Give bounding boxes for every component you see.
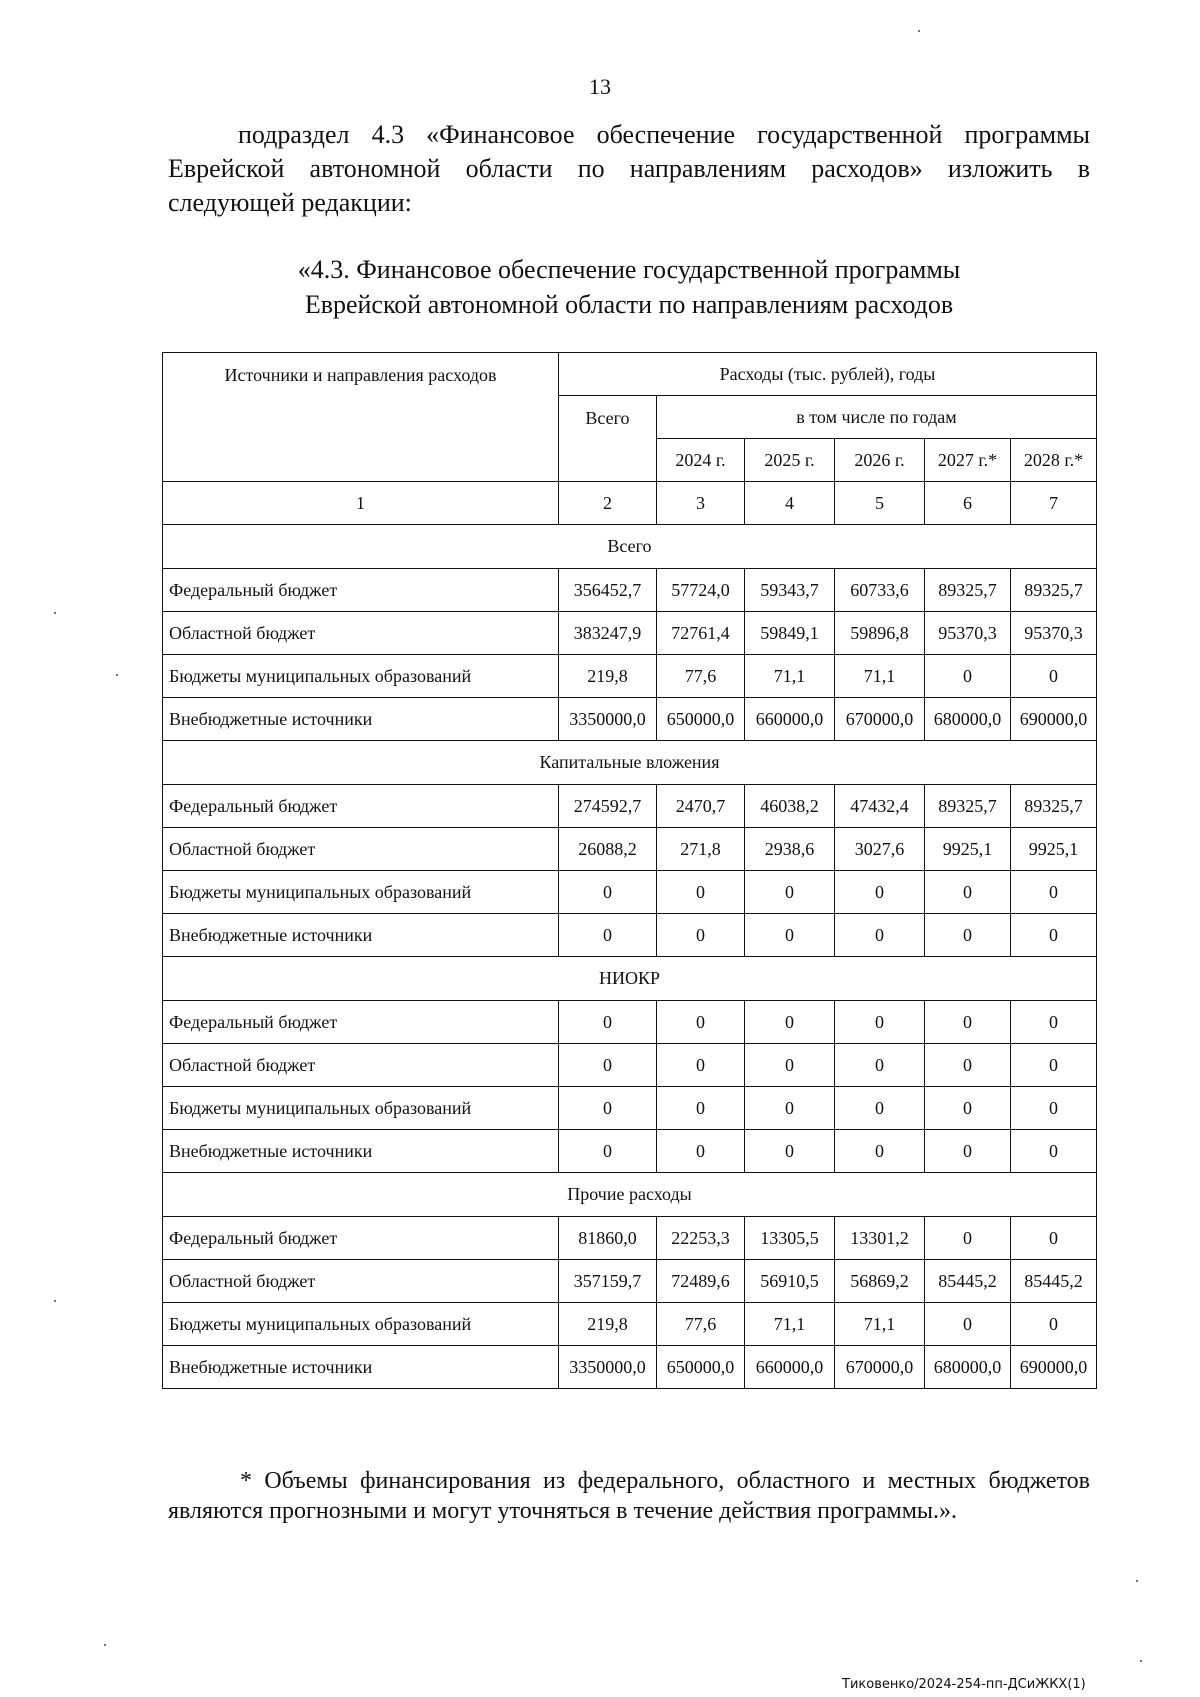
table-cell: 0 [745, 1087, 835, 1130]
intro-paragraph [168, 118, 1090, 220]
table-cell: 0 [657, 1044, 745, 1087]
column-number: 6 [925, 482, 1011, 525]
table-cell: 47432,4 [835, 785, 925, 828]
row-label: Федеральный бюджет [163, 1217, 559, 1260]
table-row [163, 1346, 1097, 1389]
table-cell: 95370,3 [1011, 612, 1097, 655]
scan-speck [54, 1300, 56, 1302]
table-cell: 9925,1 [1011, 828, 1097, 871]
table-cell: 3350000,0 [559, 1346, 657, 1389]
table-cell: 0 [925, 1217, 1011, 1260]
table-row [163, 1217, 1097, 1260]
table-cell: 0 [559, 1001, 657, 1044]
section-title: Прочие расходы [163, 1173, 1097, 1217]
table-cell: 0 [657, 1001, 745, 1044]
table-cell: 0 [657, 1087, 745, 1130]
row-label: Внебюджетные источники [163, 1346, 559, 1389]
table-row [163, 785, 1097, 828]
table-cell: 56869,2 [835, 1260, 925, 1303]
header-total: Всего [559, 396, 657, 482]
table-cell: 650000,0 [657, 698, 745, 741]
table-row [163, 1001, 1097, 1044]
row-label: Бюджеты муниципальных образований [163, 655, 559, 698]
row-label: Бюджеты муниципальных образований [163, 1303, 559, 1346]
table-cell: 0 [657, 871, 745, 914]
table-cell: 0 [745, 871, 835, 914]
table-cell: 0 [1011, 1087, 1097, 1130]
table-cell: 219,8 [559, 1303, 657, 1346]
header-year: 2026 г. [835, 439, 925, 482]
table-cell: 81860,0 [559, 1217, 657, 1260]
section-row [163, 525, 1097, 569]
table-cell: 660000,0 [745, 698, 835, 741]
table-cell: 0 [925, 1303, 1011, 1346]
table-cell: 71,1 [835, 1303, 925, 1346]
table-cell: 72489,6 [657, 1260, 745, 1303]
table-cell: 650000,0 [657, 1346, 745, 1389]
table-cell: 0 [745, 914, 835, 957]
table-cell: 46038,2 [745, 785, 835, 828]
table-cell: 89325,7 [925, 785, 1011, 828]
table-cell: 383247,9 [559, 612, 657, 655]
section-title: Капитальные вложения [163, 741, 1097, 785]
table-cell: 356452,7 [559, 569, 657, 612]
table-cell: 0 [657, 1130, 745, 1173]
table-cell: 0 [559, 914, 657, 957]
header-sources: Источники и направления расходов [163, 353, 559, 482]
table-cell: 0 [835, 1001, 925, 1044]
table-cell: 0 [925, 655, 1011, 698]
column-number: 3 [657, 482, 745, 525]
scan-speck [918, 30, 920, 32]
table-cell: 60733,6 [835, 569, 925, 612]
row-label: Областной бюджет [163, 1260, 559, 1303]
row-label: Федеральный бюджет [163, 1001, 559, 1044]
document-code: Тиковенко/2024-254-пп-ДСиЖКХ(1) [842, 1677, 1086, 1692]
column-number: 7 [1011, 482, 1097, 525]
header-by-years: в том числе по годам [657, 396, 1097, 439]
section-title: НИОКР [163, 957, 1097, 1001]
table-cell: 0 [559, 1044, 657, 1087]
scan-speck [1136, 1580, 1138, 1582]
header-year: 2027 г.* [925, 439, 1011, 482]
table-cell: 0 [1011, 655, 1097, 698]
table-cell: 0 [559, 871, 657, 914]
table-cell: 95370,3 [925, 612, 1011, 655]
table-cell: 680000,0 [925, 698, 1011, 741]
header-year: 2025 г. [745, 439, 835, 482]
table-cell: 0 [1011, 914, 1097, 957]
table-cell: 0 [925, 871, 1011, 914]
table-row [163, 612, 1097, 655]
footnote [168, 1466, 1090, 1526]
table-row [163, 828, 1097, 871]
table-cell: 77,6 [657, 655, 745, 698]
table-cell: 9925,1 [925, 828, 1011, 871]
table-cell: 13305,5 [745, 1217, 835, 1260]
table-cell: 357159,7 [559, 1260, 657, 1303]
table-row [163, 1087, 1097, 1130]
table-cell: 72761,4 [657, 612, 745, 655]
table-cell: 3350000,0 [559, 698, 657, 741]
scan-speck [116, 674, 118, 676]
table-cell: 690000,0 [1011, 1346, 1097, 1389]
table-cell: 680000,0 [925, 1346, 1011, 1389]
table-cell: 0 [835, 1130, 925, 1173]
column-number: 2 [559, 482, 657, 525]
table-cell: 85445,2 [1011, 1260, 1097, 1303]
table-cell: 0 [745, 1001, 835, 1044]
table-row [163, 1044, 1097, 1087]
table-cell: 59896,8 [835, 612, 925, 655]
table-cell: 0 [1011, 871, 1097, 914]
table-cell: 0 [1011, 1217, 1097, 1260]
table-row [163, 569, 1097, 612]
row-label: Федеральный бюджет [163, 785, 559, 828]
table-cell: 0 [835, 871, 925, 914]
table-cell: 71,1 [835, 655, 925, 698]
table-row [163, 655, 1097, 698]
table-cell: 77,6 [657, 1303, 745, 1346]
table-cell: 13301,2 [835, 1217, 925, 1260]
table-cell: 2470,7 [657, 785, 745, 828]
table-cell: 0 [1011, 1001, 1097, 1044]
table-cell: 660000,0 [745, 1346, 835, 1389]
table-cell: 89325,7 [1011, 569, 1097, 612]
column-number: 1 [163, 482, 559, 525]
footnote-text: * Объемы финансирования из федерального, областного и местных бюджетов являются прогнозными и могут уточняться в течение действия программы.». [168, 1468, 1090, 1524]
table-cell: 670000,0 [835, 698, 925, 741]
table-cell: 0 [1011, 1130, 1097, 1173]
table-cell: 0 [559, 1087, 657, 1130]
column-number: 5 [835, 482, 925, 525]
row-label: Бюджеты муниципальных образований [163, 871, 559, 914]
table-cell: 271,8 [657, 828, 745, 871]
section-row [163, 957, 1097, 1001]
table-cell: 89325,7 [1011, 785, 1097, 828]
table-cell: 0 [925, 914, 1011, 957]
heading-line-2: Еврейской автономной области по направлениям расходов [304, 290, 954, 319]
page-number: 13 [589, 74, 611, 99]
table-cell: 670000,0 [835, 1346, 925, 1389]
table-cell: 0 [835, 1087, 925, 1130]
table-cell: 0 [745, 1130, 835, 1173]
table-cell: 0 [559, 1130, 657, 1173]
header-row-1 [163, 353, 1097, 396]
table-cell: 0 [1011, 1044, 1097, 1087]
table-cell: 2938,6 [745, 828, 835, 871]
financing-table [162, 352, 1097, 1389]
header-year: 2024 г. [657, 439, 745, 482]
table-cell: 26088,2 [559, 828, 657, 871]
table-cell: 219,8 [559, 655, 657, 698]
table-cell: 56910,5 [745, 1260, 835, 1303]
heading-line-1: «4.3. Финансовое обеспечение государственной программы [297, 255, 961, 284]
scan-speck [1140, 1660, 1142, 1662]
row-label: Областной бюджет [163, 1044, 559, 1087]
table-cell: 274592,7 [559, 785, 657, 828]
table-row [163, 1260, 1097, 1303]
row-label: Внебюджетные источники [163, 698, 559, 741]
section-row [163, 1173, 1097, 1217]
table-cell: 22253,3 [657, 1217, 745, 1260]
column-number: 4 [745, 482, 835, 525]
table-cell: 690000,0 [1011, 698, 1097, 741]
table-row [163, 1130, 1097, 1173]
row-label: Внебюджетные источники [163, 914, 559, 957]
table-row [163, 871, 1097, 914]
table-cell: 0 [925, 1130, 1011, 1173]
section-title: Всего [163, 525, 1097, 569]
scan-speck [104, 1644, 106, 1646]
section-heading [168, 252, 1090, 322]
table-row [163, 914, 1097, 957]
column-number-row [163, 482, 1097, 525]
table-cell: 71,1 [745, 1303, 835, 1346]
row-label: Федеральный бюджет [163, 569, 559, 612]
row-label: Областной бюджет [163, 828, 559, 871]
table-body [163, 353, 1097, 1389]
intro-text: подраздел 4.3 «Финансовое обеспечение государственной программы Еврейской автономной области по направлениям расходов» изложить в следующей редакции: [168, 120, 1090, 217]
table-cell: 0 [1011, 1303, 1097, 1346]
row-label: Бюджеты муниципальных образований [163, 1087, 559, 1130]
table-cell: 0 [835, 1044, 925, 1087]
table-cell: 89325,7 [925, 569, 1011, 612]
section-row [163, 741, 1097, 785]
table-cell: 0 [925, 1001, 1011, 1044]
table-cell: 0 [925, 1044, 1011, 1087]
table-cell: 59343,7 [745, 569, 835, 612]
table-cell: 0 [657, 914, 745, 957]
table-cell: 0 [835, 914, 925, 957]
scan-speck [54, 612, 56, 614]
table-row [163, 698, 1097, 741]
table-cell: 71,1 [745, 655, 835, 698]
table-cell: 0 [925, 1087, 1011, 1130]
header-expenses: Расходы (тыс. рублей), годы [559, 353, 1097, 396]
table-cell: 59849,1 [745, 612, 835, 655]
table-cell: 57724,0 [657, 569, 745, 612]
header-year: 2028 г.* [1011, 439, 1097, 482]
row-label: Внебюджетные источники [163, 1130, 559, 1173]
row-label: Областной бюджет [163, 612, 559, 655]
table-cell: 85445,2 [925, 1260, 1011, 1303]
table-row [163, 1303, 1097, 1346]
table-cell: 0 [745, 1044, 835, 1087]
table-cell: 3027,6 [835, 828, 925, 871]
